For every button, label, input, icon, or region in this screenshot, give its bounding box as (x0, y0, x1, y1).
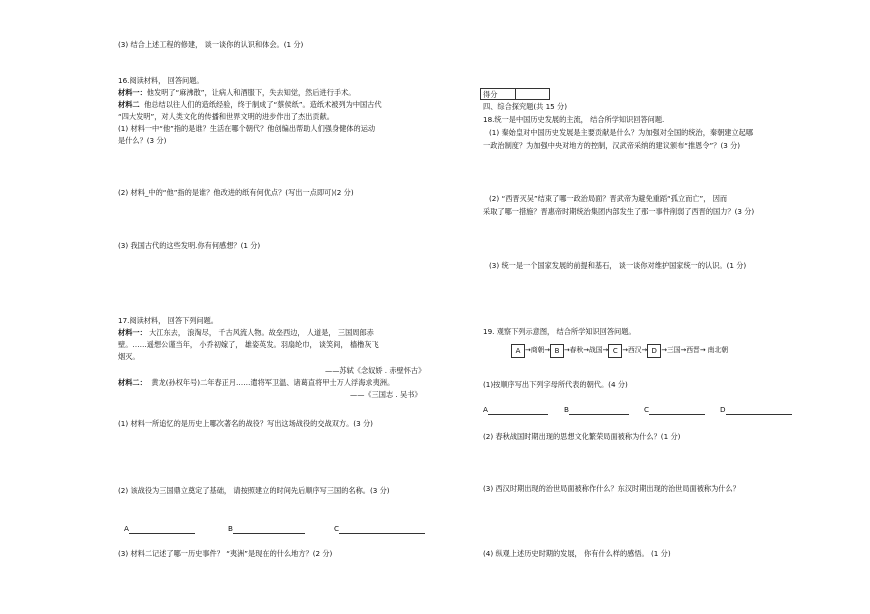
q19-answer-d-blank[interactable] (726, 407, 792, 415)
q17-material-2-label: 材料二： (118, 378, 147, 387)
q15-3-question: (3) 结合上述工程的修建， 谈一谈你的认识和体会。(1 分) (118, 40, 304, 49)
q17-material-1 (118, 328, 374, 338)
q18-3-question: (3) 统一是一个国家发展的前提和基石， 谈一谈你对维护国家统一的认识。(1 分) (489, 261, 747, 270)
q16-material-2-label: 材料二 (118, 100, 140, 109)
q17-answer-b-blank[interactable] (233, 526, 305, 534)
q18-1-question: (1) 秦始皇对中国历史发展是主要贡献是什么？为加强对全国的统治，秦朝建立起哪 (489, 128, 754, 137)
q17-answer-a-letter: A (124, 524, 129, 533)
score-box (480, 88, 550, 100)
flow-label-1: →商朝→ (525, 346, 550, 355)
score-label: 得分 (481, 89, 516, 99)
q16-2-question: (2) 材料_中的“他”指的是谁？他改进的纸有何优点？(写出一点即可)(2 分) (118, 188, 354, 197)
q19-answer-a-blank[interactable] (488, 407, 548, 415)
dynasty-flow-diagram (511, 343, 728, 359)
q17-material-2-text: 黄龙(孙权年号)二年春正月……遣将军卫温、诸葛直将甲士万人浮海求夷洲。 (151, 378, 395, 387)
q17-answer-b (228, 524, 305, 534)
q17-source-1: ——苏轼《念奴娇 . 赤壁怀古》 (325, 366, 426, 375)
q16-material-1-text: 他发明了“麻沸散”，让病人和酒服下，失去知觉，然后进行手术。 (146, 88, 356, 97)
q18-2-question: (2) “西晋灭吴”结束了哪一政治局面？晋武帝为避免重蹈“孤立而亡”， 因而 (489, 194, 728, 203)
flow-label-3: →西汉→ (622, 346, 648, 355)
q19-answer-c (644, 405, 705, 415)
flow-box-d: D (647, 344, 661, 358)
q17-source-2: ——《三国志 . 吴书》 (350, 390, 422, 399)
q16-title: 16.阅读材料， 回答问题。 (118, 76, 204, 85)
q17-answer-a-blank[interactable] (129, 526, 195, 534)
q18-title: 18.统一是中国历史发展的主流， 结合所学知识回答问题. (483, 115, 665, 124)
q19-2-question: (2) 春秋战国时期出现的思想文化繁荣局面被称为什么？(1 分) (483, 432, 681, 441)
q18-2-question-cont: 采取了哪一措施？晋惠帝时期统治集团内部发生了那一事件削弱了西晋的国力？(3 分) (483, 207, 755, 216)
q19-answer-c-blank[interactable] (649, 407, 705, 415)
q16-1-question-cont: 是什么？(3 分) (118, 136, 167, 145)
q17-2-question: (2) 该战役为三国鼎立奠定了基础， 请按照建立的时间先后顺序写三国的名称。(3 分) (118, 486, 390, 495)
q17-material-2 (118, 378, 394, 388)
flow-box-c: C (608, 344, 622, 358)
q17-material-1-text: 大江东去， 浪淘尽， 千古风流人物。故垒西边， 人道是， 三国周郎赤 (149, 328, 374, 337)
q19-1-question: (1)按顺序写出下列字母所代表的朝代。(4 分) (483, 380, 628, 389)
q17-material-1-label: 材料一： (118, 328, 147, 337)
q17-answer-b-letter: B (228, 524, 233, 533)
q16-material-1 (118, 88, 355, 98)
q19-answer-c-letter: C (644, 405, 650, 414)
q17-answer-a (124, 524, 195, 534)
section-title: 四、综合探究题(共 15 分) (483, 102, 568, 111)
q19-answer-d (720, 405, 792, 415)
q16-material-2 (118, 100, 382, 110)
q19-answer-b-letter: B (564, 405, 569, 414)
flow-box-b: B (550, 344, 564, 358)
q19-answer-a-letter: A (483, 405, 488, 414)
q16-3-question: (3) 我国古代的这些发明.你有何感想？(1 分) (118, 241, 261, 250)
q19-answer-b (564, 405, 629, 415)
q19-4-question: (4) 纵观上述历史时期的发展， 你有什么样的感悟。 (1 分) (483, 549, 671, 558)
q16-material-2-text-cont: “四大发明”，对人类文化的传播和世界文明的进步作出了杰出贡献。 (118, 112, 334, 121)
flow-label-2: →春秋→战国→ (563, 346, 609, 355)
q16-material-2-text: 他总结以往人们的造纸经验，终于制成了“蔡侯纸”。造纸术被列为中国古代 (144, 100, 382, 109)
q19-answer-b-blank[interactable] (569, 407, 629, 415)
q17-title: 17.阅读材料， 回答下列问题。 (118, 316, 218, 325)
q18-1-question-cont: 一政治制度？为加强中央对地方的控制，汉武帝采纳的建议颁布“推恩令”？(3 分) (483, 141, 741, 150)
q16-material-1-label: 材料一： (118, 88, 147, 97)
q17-answer-c (334, 524, 425, 534)
q17-answer-c-letter: C (334, 524, 340, 533)
q19-3-question: (3) 西汉时期出现的治世局面被称作什么？东汉时期出现的治世局面被称为什么？ (483, 484, 740, 493)
q19-answer-a (483, 405, 548, 415)
flow-box-a: A (511, 344, 525, 358)
flow-label-4: →三国→西晋→ 南北朝 (661, 346, 729, 355)
q17-answer-c-blank[interactable] (339, 526, 425, 534)
q16-1-question: (1) 材料一中“他”指的是谁？生活在哪个朝代？他创编出帮助人们强身健体的运动 (118, 124, 376, 133)
q19-answer-d-letter: D (720, 405, 726, 414)
q17-3-question: (3) 材料二记述了哪一历史事件？ “夷洲”是现在的什么地方？(2 分) (118, 549, 333, 558)
q17-1-question: (1) 材料一所追忆的是历史上哪次著名的战役？写出这场战役的交战双方。(3 分) (118, 419, 373, 428)
q17-material-1-text-end: 烟灭。 (118, 352, 140, 361)
q19-title: 19. 观察下列示意图， 结合所学知识回答问题。 (483, 327, 636, 336)
q17-material-1-text-cont: 壁。……遥想公谨当年， 小乔初嫁了， 雄姿英发。羽扇纶巾， 谈笑间， 樯橹灰飞 (118, 340, 379, 349)
